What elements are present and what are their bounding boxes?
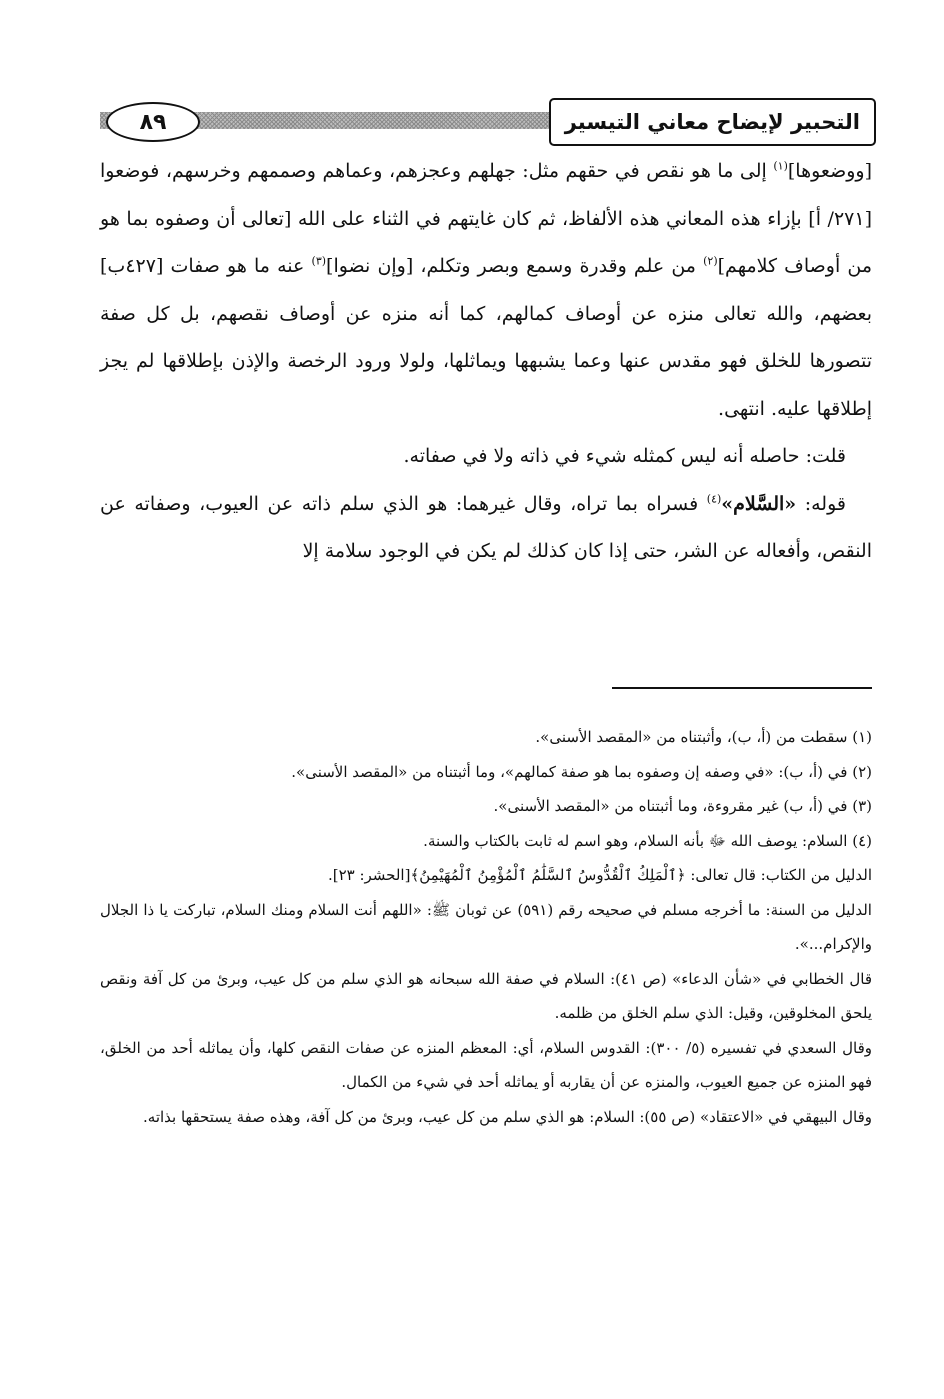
paragraph-1 [100,148,872,433]
footnote-4-sunna: الدليل من السنة: ما أخرجه مسلم في صحيحه رقم (٥٩١) عن ثوبان ﷺ: «اللهم أنت السلام ومنك السلام، تباركت يا ذا الجلال والإكرام...». [100,900,872,953]
p3-text-a: قوله: [796,492,846,515]
footnote-1: (١) سقطت من (أ، ب)، وأثبتناه من «المقصد الأسنى». [535,728,872,746]
paragraph-3 [100,481,872,576]
footnote-4-kitab: الدليل من الكتاب: قال تعالى: ﴿ٱلْمَلِكُ ٱلْقُدُّوسُ ٱلسَّلَٰمُ ٱلْمُؤْمِنُ ٱلْمُهَيْمِنُ﴾[الحشر: ٢٣]. [327,866,872,884]
footnote-3: (٣) في (أ، ب) غير مقروءة، وما أثبتناه من «المقصد الأسنى». [493,797,872,815]
footnote-4: (٤) السلام: يوصف الله ﷻ بأنه السلام، وهو اسم له ثابت بالكتاب والسنة. [423,831,872,850]
footnotes [100,720,872,1134]
footnote-separator [612,687,872,689]
footnote-2: (٢) في (أ، ب): «في وصفه إن وصفوه بما هو صفة كمالهم»، وما أثبتناه من «المقصد الأسنى». [291,762,872,781]
running-header [100,98,872,144]
footnote-4-khattabi: قال الخطابي في «شأن الدعاء» (ص ٤١): السلام في صفة الله سبحانه هو الذي سلم من كل عيب، وبرئ من كل آفة ونقص يلحق المخلوقين، وقيل: الذي سلم الخلق من ظلمه. [100,969,872,1022]
footnote-ref-3: (٣) [311,254,327,268]
footnote-ref-4: (٤) [706,492,722,506]
main-text [100,148,872,576]
footnote-ref-1: (١) [773,159,788,173]
footnote-ref-2: (٢) [703,254,718,268]
p1-text-d: عنه ما هو صفات [٤٢٧ب] بعضهم، والله تعالى منزه عن أوصاف كمالهم، كما أنه منزه عن أوصاف نقصهم، بل كل صفة تتصورها للخلق فهو مقدس عنها وعما يشبهها ويماثلها، ولولا ورود الرخصة والإذن بإطلاقها لم يجز إطلاقها عليه. انتهى. [100,255,872,420]
paragraph-2: قلت: حاصله أنه ليس كمثله شيء في ذاته ولا في صفاته. [403,445,846,467]
book-title: التحبير لإيضاح معاني التيسير [549,98,876,146]
p3-text-b: فسراه بما تراه، وقال غيرهما: هو الذي سلم ذاته عن العيوب، وصفاته عن النقص، وأفعاله عن الشر، حتى إذا كان كذلك لم يكن في الوجود سلامة إلا [100,492,872,562]
footnote-4-saadi: وقال السعدي في تفسيره (٥/ ٣٠٠): القدوس السلام، أي: المعظم المنزه عن صفات النقص كلها، وأن يماثله أحد من الخلق، فهو المنزه عن جميع العيوب، والمنزه عن أن يقاربه أو يماثله أحد في شيء من الكمال. [100,1038,872,1091]
footnote-4-bayhaqi: وقال البيهقي في «الاعتقاد» (ص ٥٥): السلام: هو الذي سلم من كل عيب، وبرئ من كل آفة، وهذه صفة يستحقها بذاته. [143,1107,872,1126]
p3-term: «السَّلام» [721,492,797,515]
p1-text-b: إلى ما هو نقص في حقهم مثل: جهلهم وعجزهم، وعماهم وصممهم وخرسهم، فوضعوا [٢٧١/ أ] بإزاء هذه المعاني هذه الألفاظ، ثم كان غايتهم في الثناء على الله [تعالى أن وصفوه بما هو من أوصاف كلامهم] [100,160,872,277]
p1-text-c: من علم وقدرة وسمع وبصر وتكلم، [وإن نضوا] [326,255,704,277]
p1-text-a: [ووضعوها] [787,160,872,182]
page-number: ٨٩ [106,102,200,142]
